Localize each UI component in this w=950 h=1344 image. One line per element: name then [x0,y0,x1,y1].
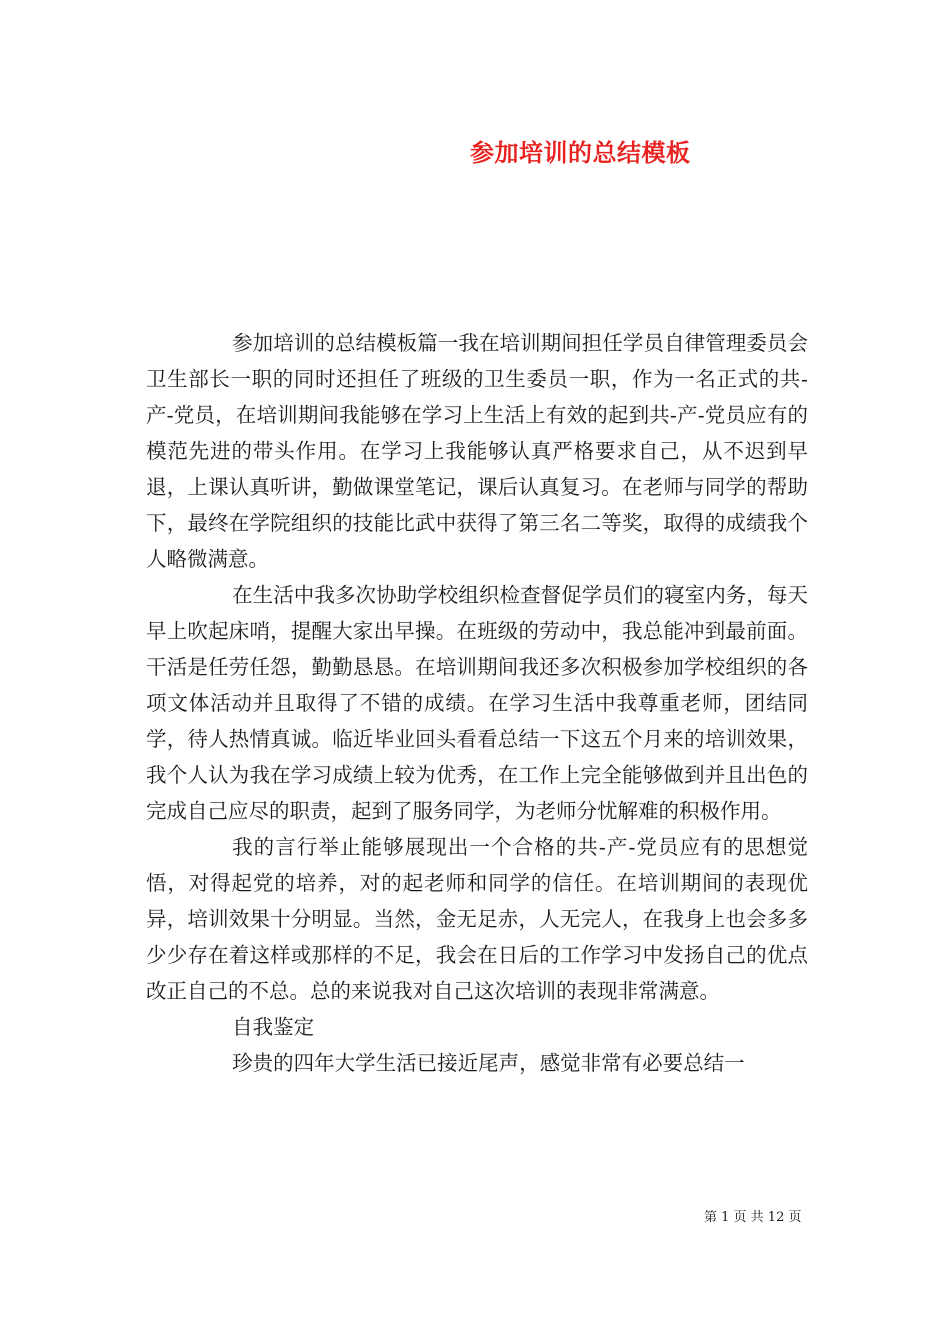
paragraph: 参加培训的总结模板篇一我在培训期间担任学员自律管理委员会卫生部长一职的同时还担任了班级的卫生委员一职，作为一名正式的共-产-党员，在培训期间我能够在学习上生活上有效的起到共-产-党员应有的模范先进的带头作用。在学习上我能够认真严格要求自己，从不迟到早退，上课认真听讲，勤做课堂笔记，课后认真复习。在老师与同学的帮助下，最终在学院组织的技能比武中获得了第三名二等奖，取得的成绩我个人略微满意。 [146,331,808,571]
paragraph: 珍贵的四年大学生活已接近尾声，感觉非常有必要总结一 [232,1051,745,1075]
page-number: 第 1 页 共 12 页 [704,1210,802,1225]
paragraph: 在生活中我多次协助学校组织检查督促学员们的寝室内务，每天早上吹起床哨，提醒大家出早操。在班级的劳动中，我总能冲到最前面。干活是任劳任怨，勤勤恳恳。在培训期间我还多次积极参加学校组织的各项文体活动并且取得了不错的成绩。在学习生活中我尊重老师，团结同学，待人热情真诚。临近毕业回头看看总结一下这五个月来的培训效果，我个人认为我在学习成绩上较为优秀，在工作上完全能够做到并且出色的完成自己应尽的职责，起到了服务同学，为老师分忧解难的积极作用。 [146,583,808,823]
paragraph: 我的言行举止能够展现出一个合格的共-产-党员应有的思想觉悟，对得起党的培养，对的起老师和同学的信任。在培训期间的表现优异，培训效果十分明显。当然，金无足赤，人无完人，在我身上也会多多少少存在着这样或那样的不足，我会在日后的工作学习中发扬自己的优点改正自己的不总。总的来说我对自己这次培训的表现非常满意。 [146,835,808,1003]
document-title: 参加培训的总结模板 [470,138,691,167]
section-heading: 自我鉴定 [232,1015,315,1039]
document-body [146,325,808,1081]
